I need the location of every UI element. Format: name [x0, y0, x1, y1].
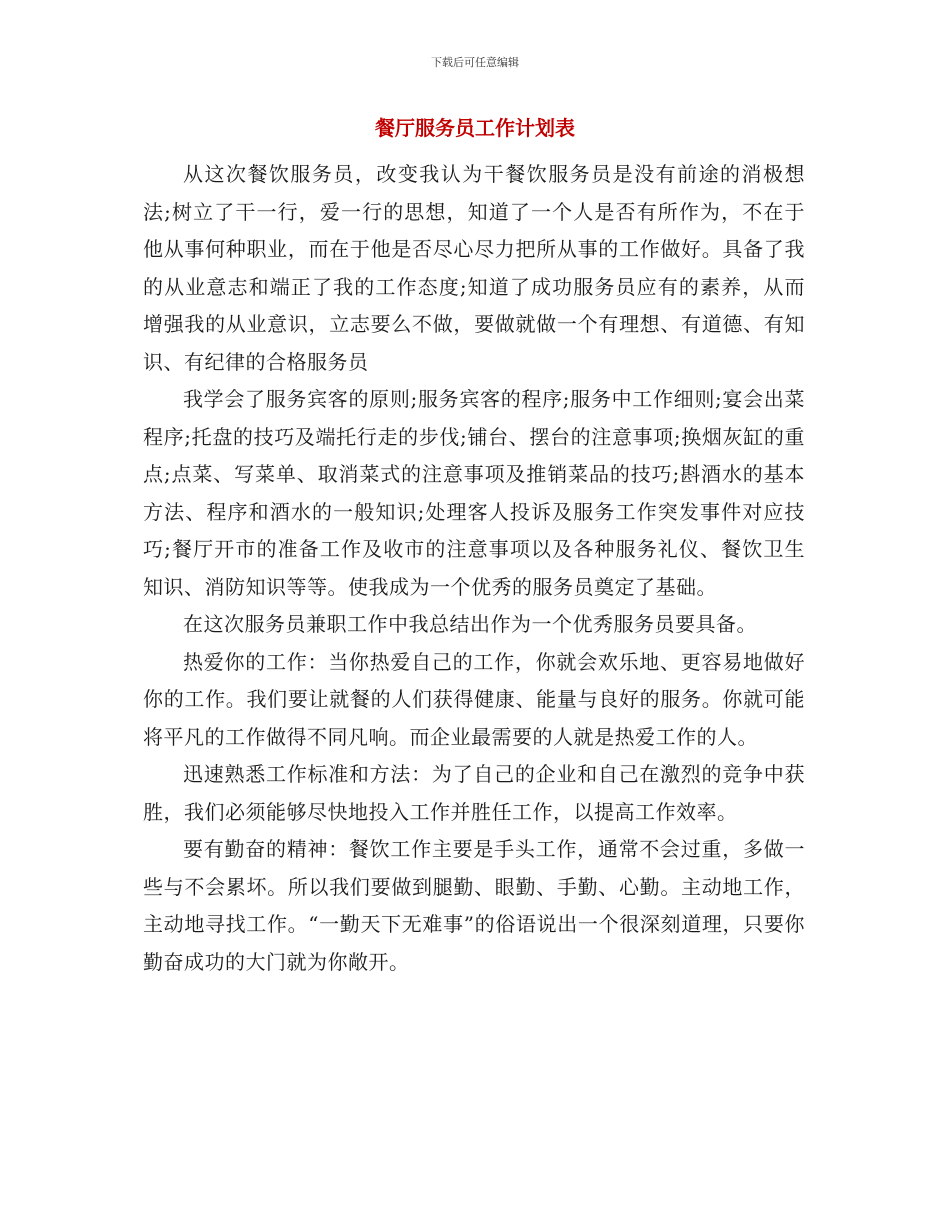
- paragraph-4: 热爱你的工作：当你热爱自己的工作，你就会欢乐地、更容易地做好你的工作。我们要让就餐的人们获得健康、能量与良好的服务。你就可能将平凡的工作做得不同凡响。而企业最需要的人就是热爱工作的人。: [143, 649, 805, 749]
- header-note: 下载后可任意编辑: [431, 56, 519, 69]
- document-body: [143, 156, 805, 981]
- paragraph-2: 我学会了服务宾客的原则;服务宾客的程序;服务中工作细则;宴会出菜程序;托盘的技巧及端托行走的步伐;铺台、摆台的注意事项;换烟灰缸的重点;点菜、写菜单、取消菜式的注意事项及推销菜品的技巧;斟酒水的基本方法、程序和酒水的一般知识;处理客人投诉及服务工作突发事件对应技巧;餐厅开市的准备工作及收市的注意事项以及各种服务礼仪、餐饮卫生知识、消防知识等等。使我成为一个优秀的服务员奠定了基础。: [143, 387, 805, 599]
- paragraph-6: 要有勤奋的精神：餐饮工作主要是手头工作，通常不会过重，多做一些与不会累坏。所以我们要做到腿勤、眼勤、手勤、心勤。主动地工作，主动地寻找工作。“一勤天下无难事”的俗语说出一个很深刻道理，只要你勤奋成功的大门就为你敞开。: [143, 837, 805, 974]
- paragraph-5: 迅速熟悉工作标准和方法：为了自己的企业和自己在激烈的竞争中获胜，我们必须能够尽快地投入工作并胜任工作，以提高工作效率。: [143, 762, 805, 824]
- paragraph-3: 在这次服务员兼职工作中我总结出作为一个优秀服务员要具备。: [183, 612, 757, 636]
- document-title: 餐厅服务员工作计划表: [375, 116, 575, 140]
- paragraph-1: 从这次餐饮服务员，改变我认为干餐饮服务员是没有前途的消极想法;树立了干一行，爱一行的思想，知道了一个人是否有所作为，不在于他从事何种职业，而在于他是否尽心尽力把所从事的工作做好。具备了我的从业意志和端正了我的工作态度;知道了成功服务员应有的素养，从而增强我的从业意识，立志要么不做，要做就做一个有理想、有道德、有知识、有纪律的合格服务员: [143, 162, 805, 374]
